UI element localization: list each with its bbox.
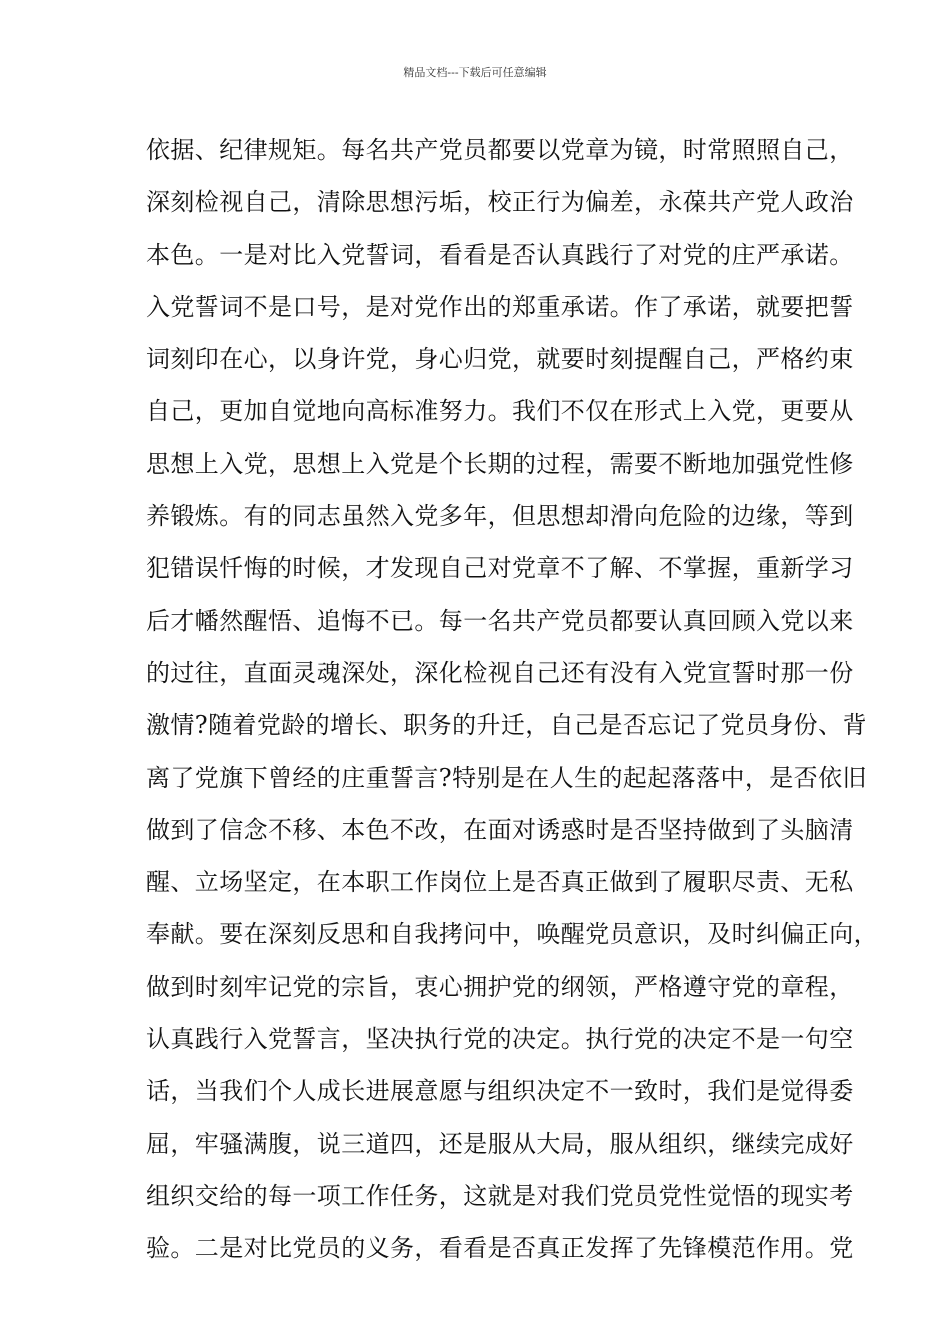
text-line: 做到时刻牢记党的宗旨，衷心拥护党的纲领，严格遵守党的章程， bbox=[146, 972, 854, 1001]
text-line: 养锻炼。有的同志虽然入党多年，但思想却滑向危险的边缘，等到 bbox=[146, 502, 854, 531]
text-line: 组织交给的每一项工作任务，这就是对我们党员党性觉悟的现实考 bbox=[146, 1181, 854, 1210]
text-line: 奉献。要在深刻反思和自我拷问中，唤醒党员意识，及时纠偏正向， bbox=[146, 920, 878, 949]
text-line: 入党誓词不是口号，是对党作出的郑重承诺。作了承诺，就要把誓 bbox=[146, 292, 854, 321]
page-header: 精品文档---下载后可任意编辑 bbox=[403, 66, 547, 79]
text-line: 做到了信念不移、本色不改，在面对诱惑时是否坚持做到了头脑清 bbox=[146, 815, 854, 844]
text-line: 犯错误忏悔的时候，才发现自己对党章不了解、不掌握，重新学习 bbox=[146, 554, 854, 583]
text-line: 依据、纪律规矩。每名共产党员都要以党章为镜，时常照照自己， bbox=[146, 136, 854, 164]
text-line: 深刻检视自己，清除思想污垢，校正行为偏差，永葆共产党人政治 bbox=[146, 188, 854, 217]
text-line: 认真践行入党誓言，坚决执行党的决定。执行党的决定不是一句空 bbox=[146, 1025, 854, 1054]
text-line: 自己，更加自觉地向高标准努力。我们不仅在形式上入党，更要从 bbox=[146, 397, 854, 426]
text-line: 屈，牢骚满腹，说三道四，还是服从大局，服从组织，继续完成好 bbox=[146, 1129, 854, 1158]
text-line: 思想上入党，思想上入党是个长期的过程，需要不断地加强党性修 bbox=[146, 449, 854, 478]
text-line: 本色。一是对比入党誓词，看看是否认真践行了对党的庄严承诺。 bbox=[146, 240, 854, 269]
text-line: 验。二是对比党员的义务，看看是否真正发挥了先锋模范作用。党 bbox=[146, 1234, 854, 1263]
text-line: 话，当我们个人成长进展意愿与组织决定不一致时，我们是觉得委 bbox=[146, 1077, 854, 1106]
text-line: 激情?随着党龄的增长、职务的升迁，自己是否忘记了党员身份、背 bbox=[146, 711, 867, 740]
text-line: 后才幡然醒悟、追悔不已。每一名共产党员都要认真回顾入党以来 bbox=[146, 606, 854, 635]
text-line: 离了党旗下曾经的庄重誓言?特别是在人生的起起落落中，是否依旧 bbox=[146, 763, 867, 792]
document-body bbox=[146, 130, 878, 1281]
text-line: 醒、立场坚定，在本职工作岗位上是否真正做到了履职尽责、无私 bbox=[146, 868, 854, 897]
text-line: 词刻印在心，以身许党，身心归党，就要时刻提醒自己，严格约束 bbox=[146, 345, 854, 374]
text-line: 的过往，直面灵魂深处，深化检视自己还有没有入党宣誓时那一份 bbox=[146, 658, 854, 687]
